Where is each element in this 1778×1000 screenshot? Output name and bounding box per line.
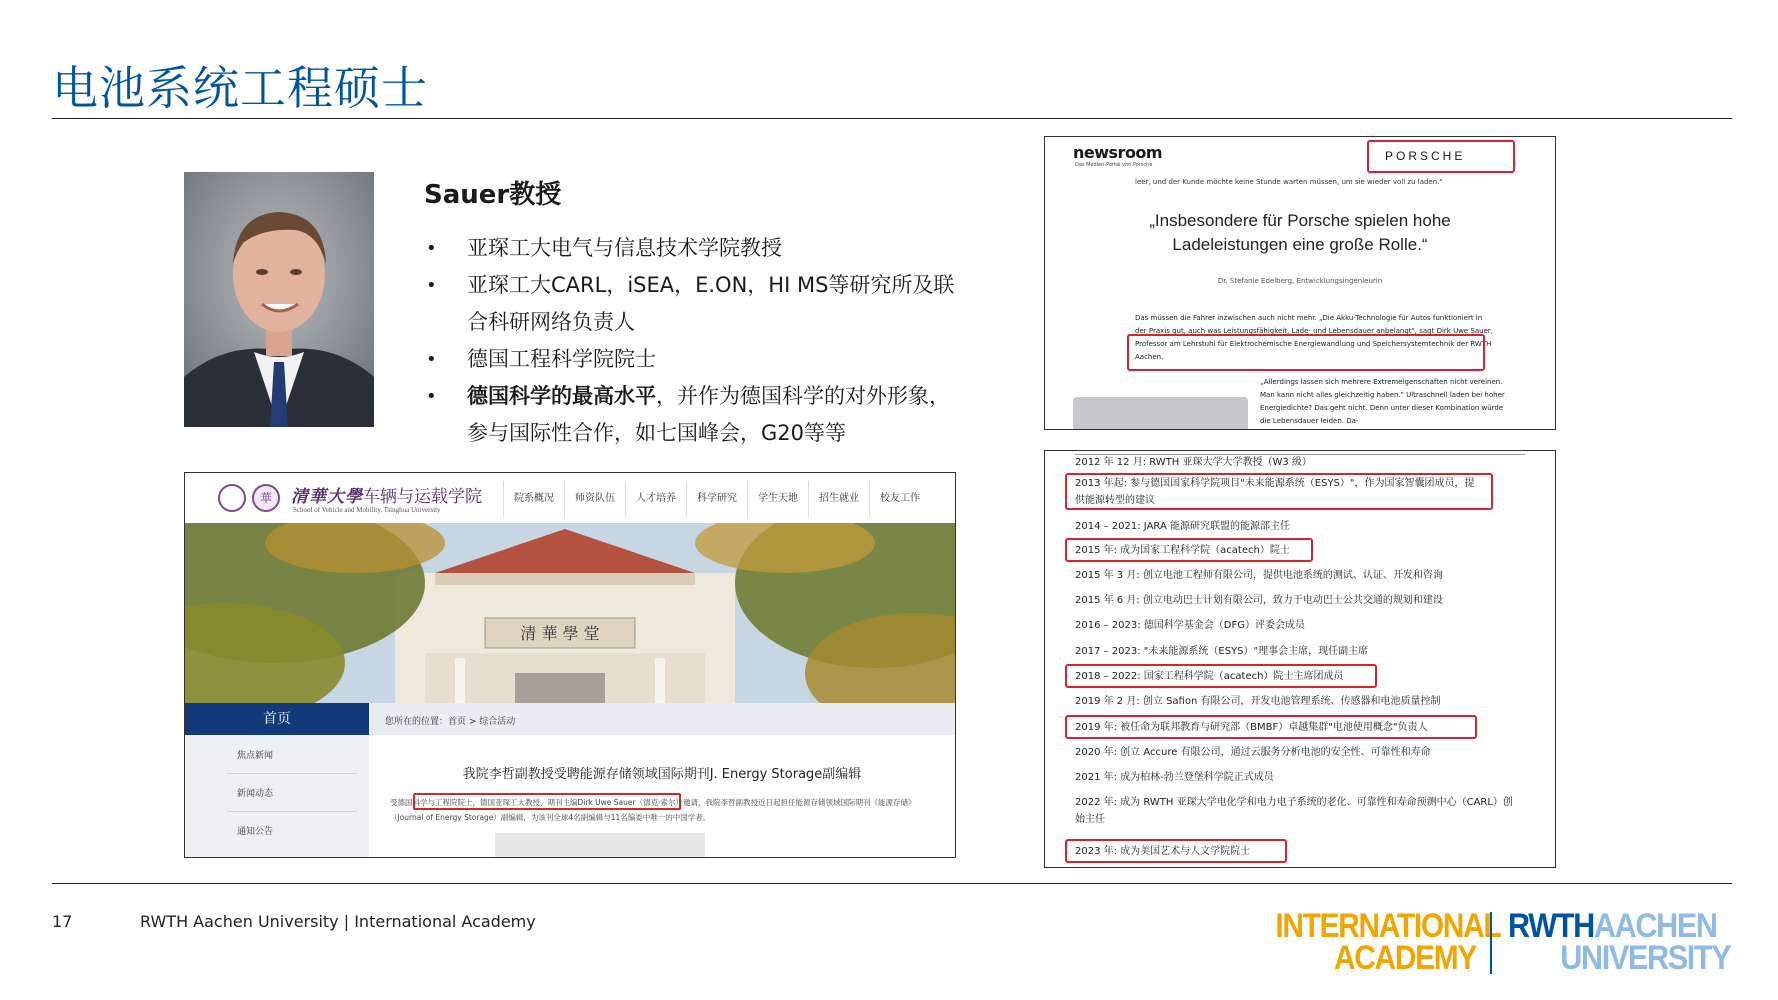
timeline-item: 2020 年: 创立 Accure 有限公司，通过云服务分析电池的安全性、可靠性和寿命 — [1075, 747, 1431, 758]
article-paragraph: „Allerdings lassen sich mehrere Extremeigenschaften nicht vereinen. Man kann nicht alles gleichzeitig haben." Ultraschnell laden bei hoher Energiedichte? Das geht nicht. Denn unter dieser Kombination würde die Lebensdauer leiden. Da- — [1260, 378, 1505, 425]
sidebar-item: 新闻动态 — [237, 789, 274, 799]
article-quote: „Insbesondere für Porsche spielen hohe Ladeleistungen eine große Rolle.“ — [1149, 211, 1451, 254]
bullet-item: • 亚琛工大电气与信息技术学院教授 — [426, 230, 966, 267]
tsinghua-seal-icon — [218, 484, 246, 512]
nav-item: 科学研究 — [686, 481, 747, 517]
nav-item: 学生天地 — [747, 481, 808, 517]
highlight-box — [413, 793, 681, 810]
news-title: 我院李哲副教授受聘能源存储领域国际期刊J. Energy Storage副编辑 — [462, 767, 862, 782]
newsroom-subtitle: Das Medien-Portal von Porsche — [1075, 162, 1153, 168]
tsinghua-school-name: 清華大學车辆与运载学院 — [291, 487, 482, 507]
highlight-box — [1127, 334, 1485, 371]
porsche-logo: PORSCHE — [1385, 149, 1466, 163]
article-image-placeholder — [1073, 397, 1248, 430]
timeline-item: 2012 年 12 月: RWTH 亚琛大学大学教授（W3 级） — [1075, 457, 1312, 468]
timeline-item: 2021 年: 成为柏林-勃兰登堡科学院正式成员 — [1075, 772, 1274, 783]
timeline-item: 2018 – 2022: 国家工程科学院（acatech）院士主席团成员 — [1075, 671, 1344, 682]
nav-item: 校友工作 — [869, 481, 930, 517]
title-divider — [52, 118, 1732, 119]
tsinghua-nav — [503, 481, 930, 517]
timeline-item: 2014 – 2021: JARA 能源研究联盟的能源部主任 — [1075, 521, 1290, 532]
bullet-item: • 德国科学的最高水平，并作为德国科学的对外形象，参与国际性合作，如七国峰会，G20等等 — [426, 378, 966, 452]
sidebar-home: 首页 — [185, 703, 369, 735]
career-timeline — [1044, 450, 1556, 868]
timeline-item: 2013 年起: 参与德国国家科学院项目"未来能源系统（ESYS）"，作为国家智囊团成员，提供能源转型的建议 — [1075, 478, 1475, 506]
school-emblem-icon: 華 — [252, 484, 280, 512]
nav-item: 人才培养 — [625, 481, 686, 517]
bullet-item: • 亚琛工大CARL，iSEA，E.ON，HI MS等研究所及联合科研网络负责人 — [426, 267, 966, 341]
news-body: 受德国科学与工程院院士，德国亚琛工大教授，期刊主编Dirk Uwe Sauer（德克·索尔）邀请，我院李哲副教授近日起担任能源存储领域国际期刊《能源存储》（Journal of Energy Storage）副编辑，为该刊全球4名副编辑与11名编委中唯一的中国学者。 — [390, 798, 916, 822]
article-top-line: leer, und der Kunde möchte keine Stunde warten müssen, um sie wieder voll zu laden." — [1135, 178, 1443, 186]
timeline-item: 2017 – 2023: "未来能源系统（ESYS）"理事会主席，现任副主席 — [1075, 646, 1369, 657]
footer-text: RWTH Aachen University | International Academy — [140, 912, 536, 931]
article-paragraph: Das müssen die Fahrer inzwischen auch nicht mehr. „Die Akku-Technologie für Autos funktioniert in der Praxis gut, auch was Leistungsfähigkeit, Lade- und Lebensdauer anbelangt", sagt Dirk Uwe Sauer, Professor am Lehrstuhl für Elektrochemische Energiewandlung und Speichersystemtechnik der RWTH Aachen. — [1135, 314, 1494, 361]
sidebar-item: 焦点新闻 — [237, 751, 274, 761]
sidebar-divider — [227, 773, 357, 774]
tsinghua-sidebar — [185, 703, 369, 857]
nav-item: 招生就业 — [808, 481, 869, 517]
sidebar-divider — [227, 811, 357, 812]
sidebar-item: 通知公告 — [237, 827, 274, 837]
newsroom-logo: newsroom — [1073, 143, 1163, 162]
tsinghua-school-name-en: School of Vehicle and Mobility, Tsinghua University — [293, 506, 441, 514]
rwth-aachen-logo: RWTHAACHEN UNIVERSITY — [1508, 907, 1731, 977]
professor-bullets — [426, 230, 966, 452]
timeline-item: 2022 年: 成为 RWTH 亚琛大学电化学和电力电子系统的老化、可靠性和寿命预测中心（CARL）创始主任 — [1075, 797, 1513, 825]
logo-divider — [1490, 912, 1492, 974]
professor-name: Sauer教授 — [424, 180, 562, 210]
breadcrumb: 您所在的位置：首页 > 综合活动 — [385, 717, 516, 727]
tsinghua-screenshot — [184, 472, 956, 858]
timeline-item: 2019 年: 被任命为联邦教育与研究部（BMBF）卓越集群"电池使用概念"负责人 — [1075, 722, 1428, 733]
page-number: 17 — [52, 912, 73, 931]
timeline-item: 2015 年 6 月: 创立电动巴士计划有限公司，致力于电动巴士公共交通的规划和建设 — [1075, 595, 1443, 606]
footer-divider — [52, 883, 1732, 884]
nav-item: 院系概况 — [503, 481, 564, 517]
timeline-item: 2019 年 2 月: 创立 Safion 有限公司，开发电池管理系统、传感器和电池质量控制 — [1075, 696, 1441, 707]
tsinghua-hero-image — [185, 523, 955, 703]
timeline-item: 2015 年: 成为国家工程科学院（acatech）院士 — [1075, 545, 1290, 556]
quote-author: Dr. Stefanie Edelberg, Entwicklungsingenieurin — [1217, 277, 1383, 285]
international-academy-logo: INTERNATIONAL ACADEMY — [1275, 907, 1501, 977]
slide-title: 电池系统工程硕士 — [52, 61, 428, 115]
timeline-item: 2023 年: 成为美国艺术与人文学院院士 — [1075, 846, 1251, 857]
tsinghua-header — [185, 473, 955, 523]
news-image-placeholder — [495, 833, 705, 857]
bullet-item: • 德国工程科学院院士 — [426, 341, 966, 378]
nav-item: 师资队伍 — [564, 481, 625, 517]
porsche-newsroom-screenshot — [1044, 136, 1556, 430]
building-sign: 清 華 學 堂 — [520, 624, 600, 643]
timeline-item: 2015 年 3 月: 创立电池工程师有限公司，提供电池系统的测试、认证、开发和咨询 — [1075, 570, 1443, 581]
timeline-item: 2016 – 2023: 德国科学基金会（DFG）评委会成员 — [1075, 620, 1306, 631]
professor-portrait — [184, 172, 374, 427]
